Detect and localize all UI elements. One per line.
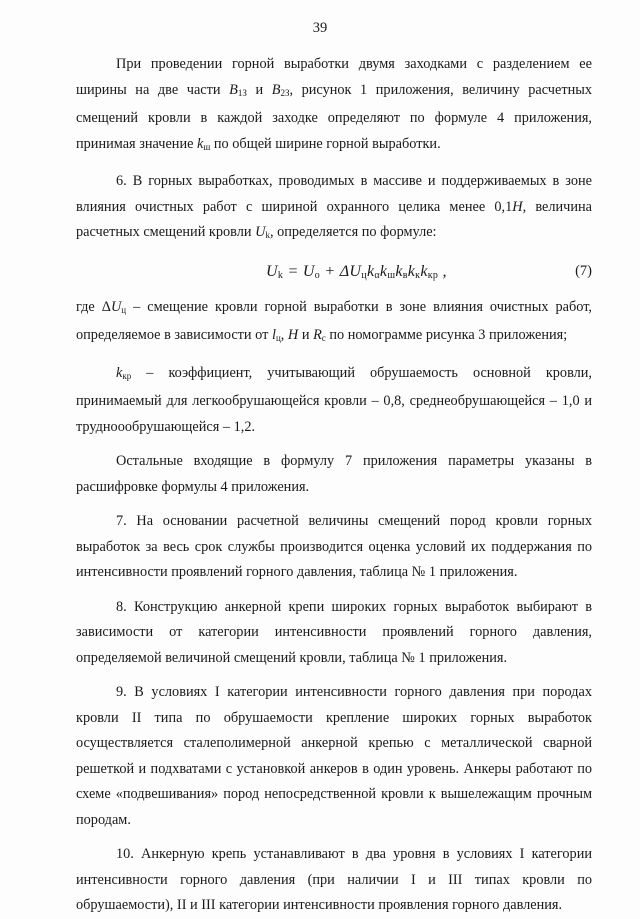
paragraph-5: Остальные входящие в формулу 7 приложения параметры указаны в расшифровке формулы 4 приложения. — [76, 453, 592, 495]
var-b: B — [271, 81, 281, 98]
subscript: ш — [387, 269, 396, 281]
var-l: l — [271, 327, 276, 343]
subscript: о — [314, 269, 321, 281]
formula-row — [76, 255, 592, 289]
page-number: 39 — [312, 20, 328, 36]
subscript: кр — [122, 370, 132, 381]
var-r: R — [313, 327, 322, 343]
text-run: , определяется по формуле: — [269, 224, 437, 240]
text-run: и — [246, 81, 272, 98]
paragraph-9: 10. Анкерную крепь устанавливают в два уровня в условиях I категории интенсивности горного давления (при наличии I и III типах кровли по обрушаемости), II и III категории интенсивности проявления горного давления. — [76, 846, 592, 913]
var-k: k — [197, 135, 204, 152]
paragraph-2 — [76, 169, 592, 249]
paragraph-8: 9. В условиях I категории интенсивности горного давления при породах кровли II типа по обрушаемости крепление широких горных выработок осуществляется сталеполимерной анкерной крепью с металлической сварной решеткой и подхватами с установкой анкеров в один уровень. Анкеры работают по схеме «подвешивания» пород непосредственной кровли к вышележащим прочным породам. — [76, 684, 592, 828]
text-run: , величина расчетных смещений кровли — [76, 198, 592, 240]
text-run: по общей ширине горной выработки. — [210, 135, 441, 152]
subscript: ц — [121, 304, 127, 315]
text-run: – смещение кровли горной выработки в зоне влияния очистных работ, определяемое в зависимости от — [76, 298, 592, 343]
subscript: ц — [275, 333, 281, 343]
var-h: H — [512, 198, 523, 215]
text-run: , рисунок 1 приложения, величину расчетных смещений кровли в каждой заходке определяют по формуле 4 приложения, принимая значение — [76, 81, 592, 152]
var-u: U — [255, 224, 266, 240]
var-h: H — [287, 327, 299, 343]
subscript: с — [321, 333, 326, 343]
formula-term: k — [379, 262, 388, 280]
subscript: ш — [203, 141, 211, 152]
formula-term: k — [395, 262, 403, 280]
paragraph-7: 8. Конструкцию анкерной крепи широких горных выработок выбирают в зависимости от категории интенсивности проявлений горного давления, определяемой величиной смещений кровли, таблица № 1 приложения. — [76, 598, 592, 666]
subscript: кр — [427, 269, 439, 281]
var-k: k — [116, 364, 123, 381]
var-u: U — [110, 298, 122, 315]
paragraph-4 — [76, 361, 592, 441]
subscript: k — [277, 269, 284, 281]
text-run: где Δ — [76, 298, 111, 315]
formula-term: + ΔU — [320, 262, 362, 280]
formula-7 — [266, 259, 447, 289]
subscript: k — [265, 230, 270, 240]
text-run: , — [280, 327, 288, 343]
formula-term: , — [438, 262, 447, 280]
formula-term: = U — [283, 262, 315, 280]
subscript: ц — [361, 269, 367, 281]
text-run: 6. В горных выработках, проводимых в массиве и поддерживаемых в зоне влияния очистных работ с шириной охранного целика менее 0,1 — [76, 173, 592, 215]
subscript: в — [402, 269, 408, 281]
subscript: α — [374, 269, 380, 281]
paragraph-6: 7. На основании расчетной величины смещений пород кровли горных выработок за весь срок службы производится оценка условий их поддержания по интенсивности проявлений горного давления, таблица № 1 приложения. — [76, 513, 592, 580]
subscript: к — [415, 269, 421, 281]
formula-term: k — [366, 262, 375, 280]
paragraph-1 — [76, 52, 592, 160]
paragraph-3 — [76, 295, 592, 352]
text-run: – коэффициент, учитывающий обрушаемость основной кровли, принимаемый для легкообрушающейся кровли – 0,8, среднеобрушающейся – 1,0 и трудноообрушающейся – 1,2. — [76, 364, 592, 435]
formula-term: k — [420, 262, 428, 280]
formula-number: (7) — [575, 262, 592, 279]
subscript: 1З — [237, 87, 247, 98]
document-body — [76, 52, 592, 919]
var-b: B — [229, 81, 238, 98]
subscript: 2З — [280, 87, 290, 98]
text-run: При проведении горной выработки двумя заходками с разделением ее ширины на две части — [76, 56, 592, 98]
formula-term: U — [266, 262, 278, 280]
formula-term: k — [407, 262, 416, 280]
text-run: и — [298, 327, 314, 343]
text-run: по номограмме рисунка 3 приложения; — [325, 327, 568, 343]
